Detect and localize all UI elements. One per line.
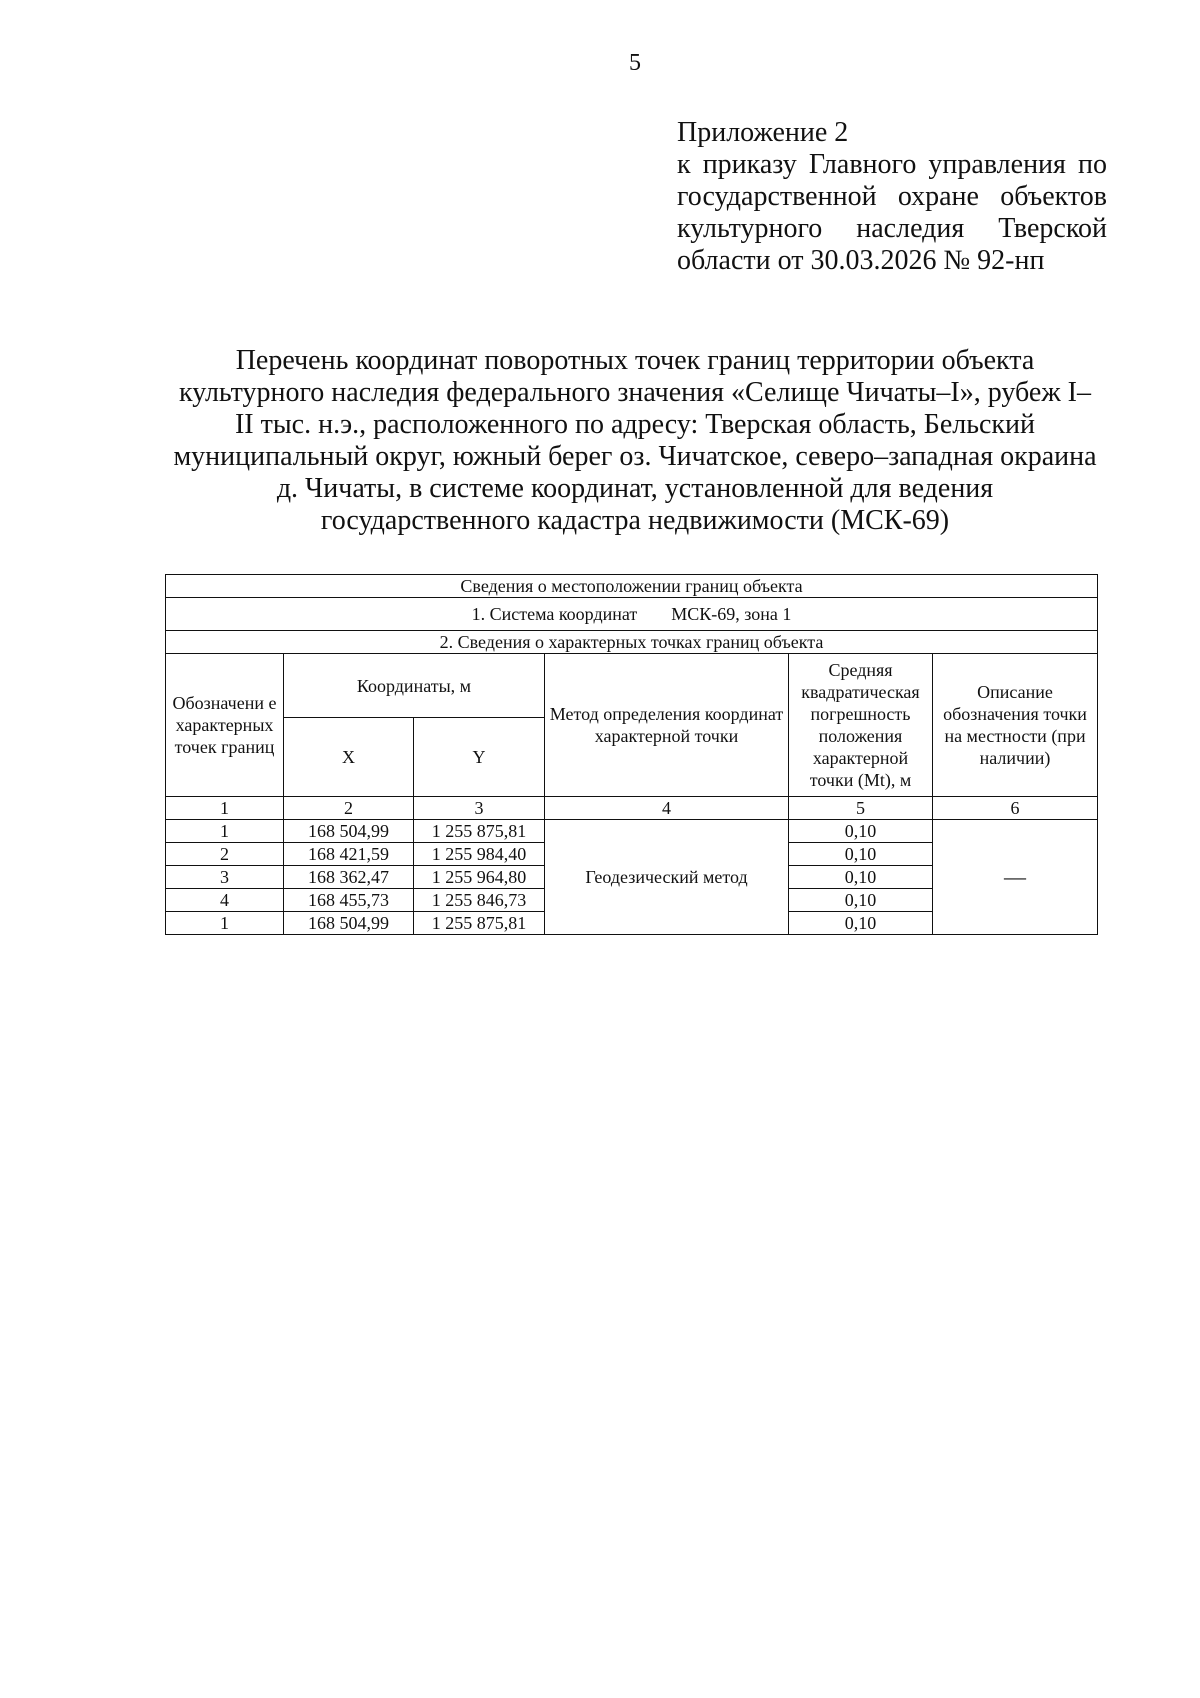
column-number: 4 [545,797,789,820]
point-number-cell: 4 [166,889,284,912]
column-number: 5 [789,797,933,820]
y-coordinate-cell: 1 255 875,81 [414,820,545,843]
x-coordinate-cell: 168 362,47 [284,866,414,889]
error-cell: 0,10 [789,889,933,912]
coordinates-table [165,574,1098,935]
error-cell: 0,10 [789,866,933,889]
table-row [166,820,1098,843]
x-coordinate-cell: 168 504,99 [284,912,414,935]
title-line: II тыс. н.э., расположенного по адресу: Тверская область, Бельский [234,409,1036,440]
title-line: д. Чичаты, в системе координат, установленной для ведения [276,473,994,504]
appendix-line: государственной охране объектов [677,181,1107,212]
title-line: муниципальный округ, южный берег оз. Чичатское, северо–западная окраина [173,441,1097,472]
column-number: 1 [166,797,284,820]
appendix-line: области от 30.03.2026 № 92-нп [677,245,1045,276]
error-cell: 0,10 [789,912,933,935]
y-coordinate-cell: 1 255 875,81 [414,912,545,935]
title-line: Перечень координат поворотных точек границ территории объекта [235,345,1035,376]
y-coordinate-cell: 1 255 984,40 [414,843,545,866]
header-coordinates: Координаты, м [284,654,545,718]
column-number: 6 [933,797,1098,820]
method-cell: Геодезический метод [545,820,789,935]
coordinate-system-value: МСК-69, зона 1 [671,604,792,624]
page-number: 5 [629,50,641,76]
description-cell: — [933,820,1098,935]
title-line: культурного наследия федерального значения «Селище Чичаты–I», рубеж I– [178,377,1091,408]
error-cell: 0,10 [789,820,933,843]
header-description: Описание обозначения точки на местности (при наличии) [933,654,1098,797]
header-method: Метод определения координат характерной точки [545,654,789,797]
appendix-line: Приложение 2 [677,117,849,148]
point-number-cell: 2 [166,843,284,866]
error-cell: 0,10 [789,843,933,866]
x-coordinate-cell: 168 421,59 [284,843,414,866]
appendix-line: к приказу Главного управления по [677,149,1107,180]
column-number: 3 [414,797,545,820]
title-line: государственного кадастра недвижимости (МСК-69) [320,505,950,536]
point-number-cell: 3 [166,866,284,889]
y-coordinate-cell: 1 255 846,73 [414,889,545,912]
appendix-line: культурного наследия Тверской [677,213,1107,244]
x-coordinate-cell: 168 455,73 [284,889,414,912]
y-coordinate-cell: 1 255 964,80 [414,866,545,889]
coordinate-system-row [166,598,1098,631]
column-number: 2 [284,797,414,820]
document-title [150,345,1120,537]
header-y: Y [414,718,545,797]
header-point-designation: Обозначени е характерных точек границ [166,654,284,797]
header-error: Средняя квадратическая погрешность положения характерной точки (Mt), м [789,654,933,797]
x-coordinate-cell: 168 504,99 [284,820,414,843]
appendix-block [677,117,1107,277]
subsection-header: 2. Сведения о характерных точках границ объекта [166,631,1098,654]
section-header: Сведения о местоположении границ объекта [166,575,1098,598]
point-number-cell: 1 [166,912,284,935]
header-x: X [284,718,414,797]
point-number-cell: 1 [166,820,284,843]
coordinate-system-label: 1. Система координат [471,604,638,624]
